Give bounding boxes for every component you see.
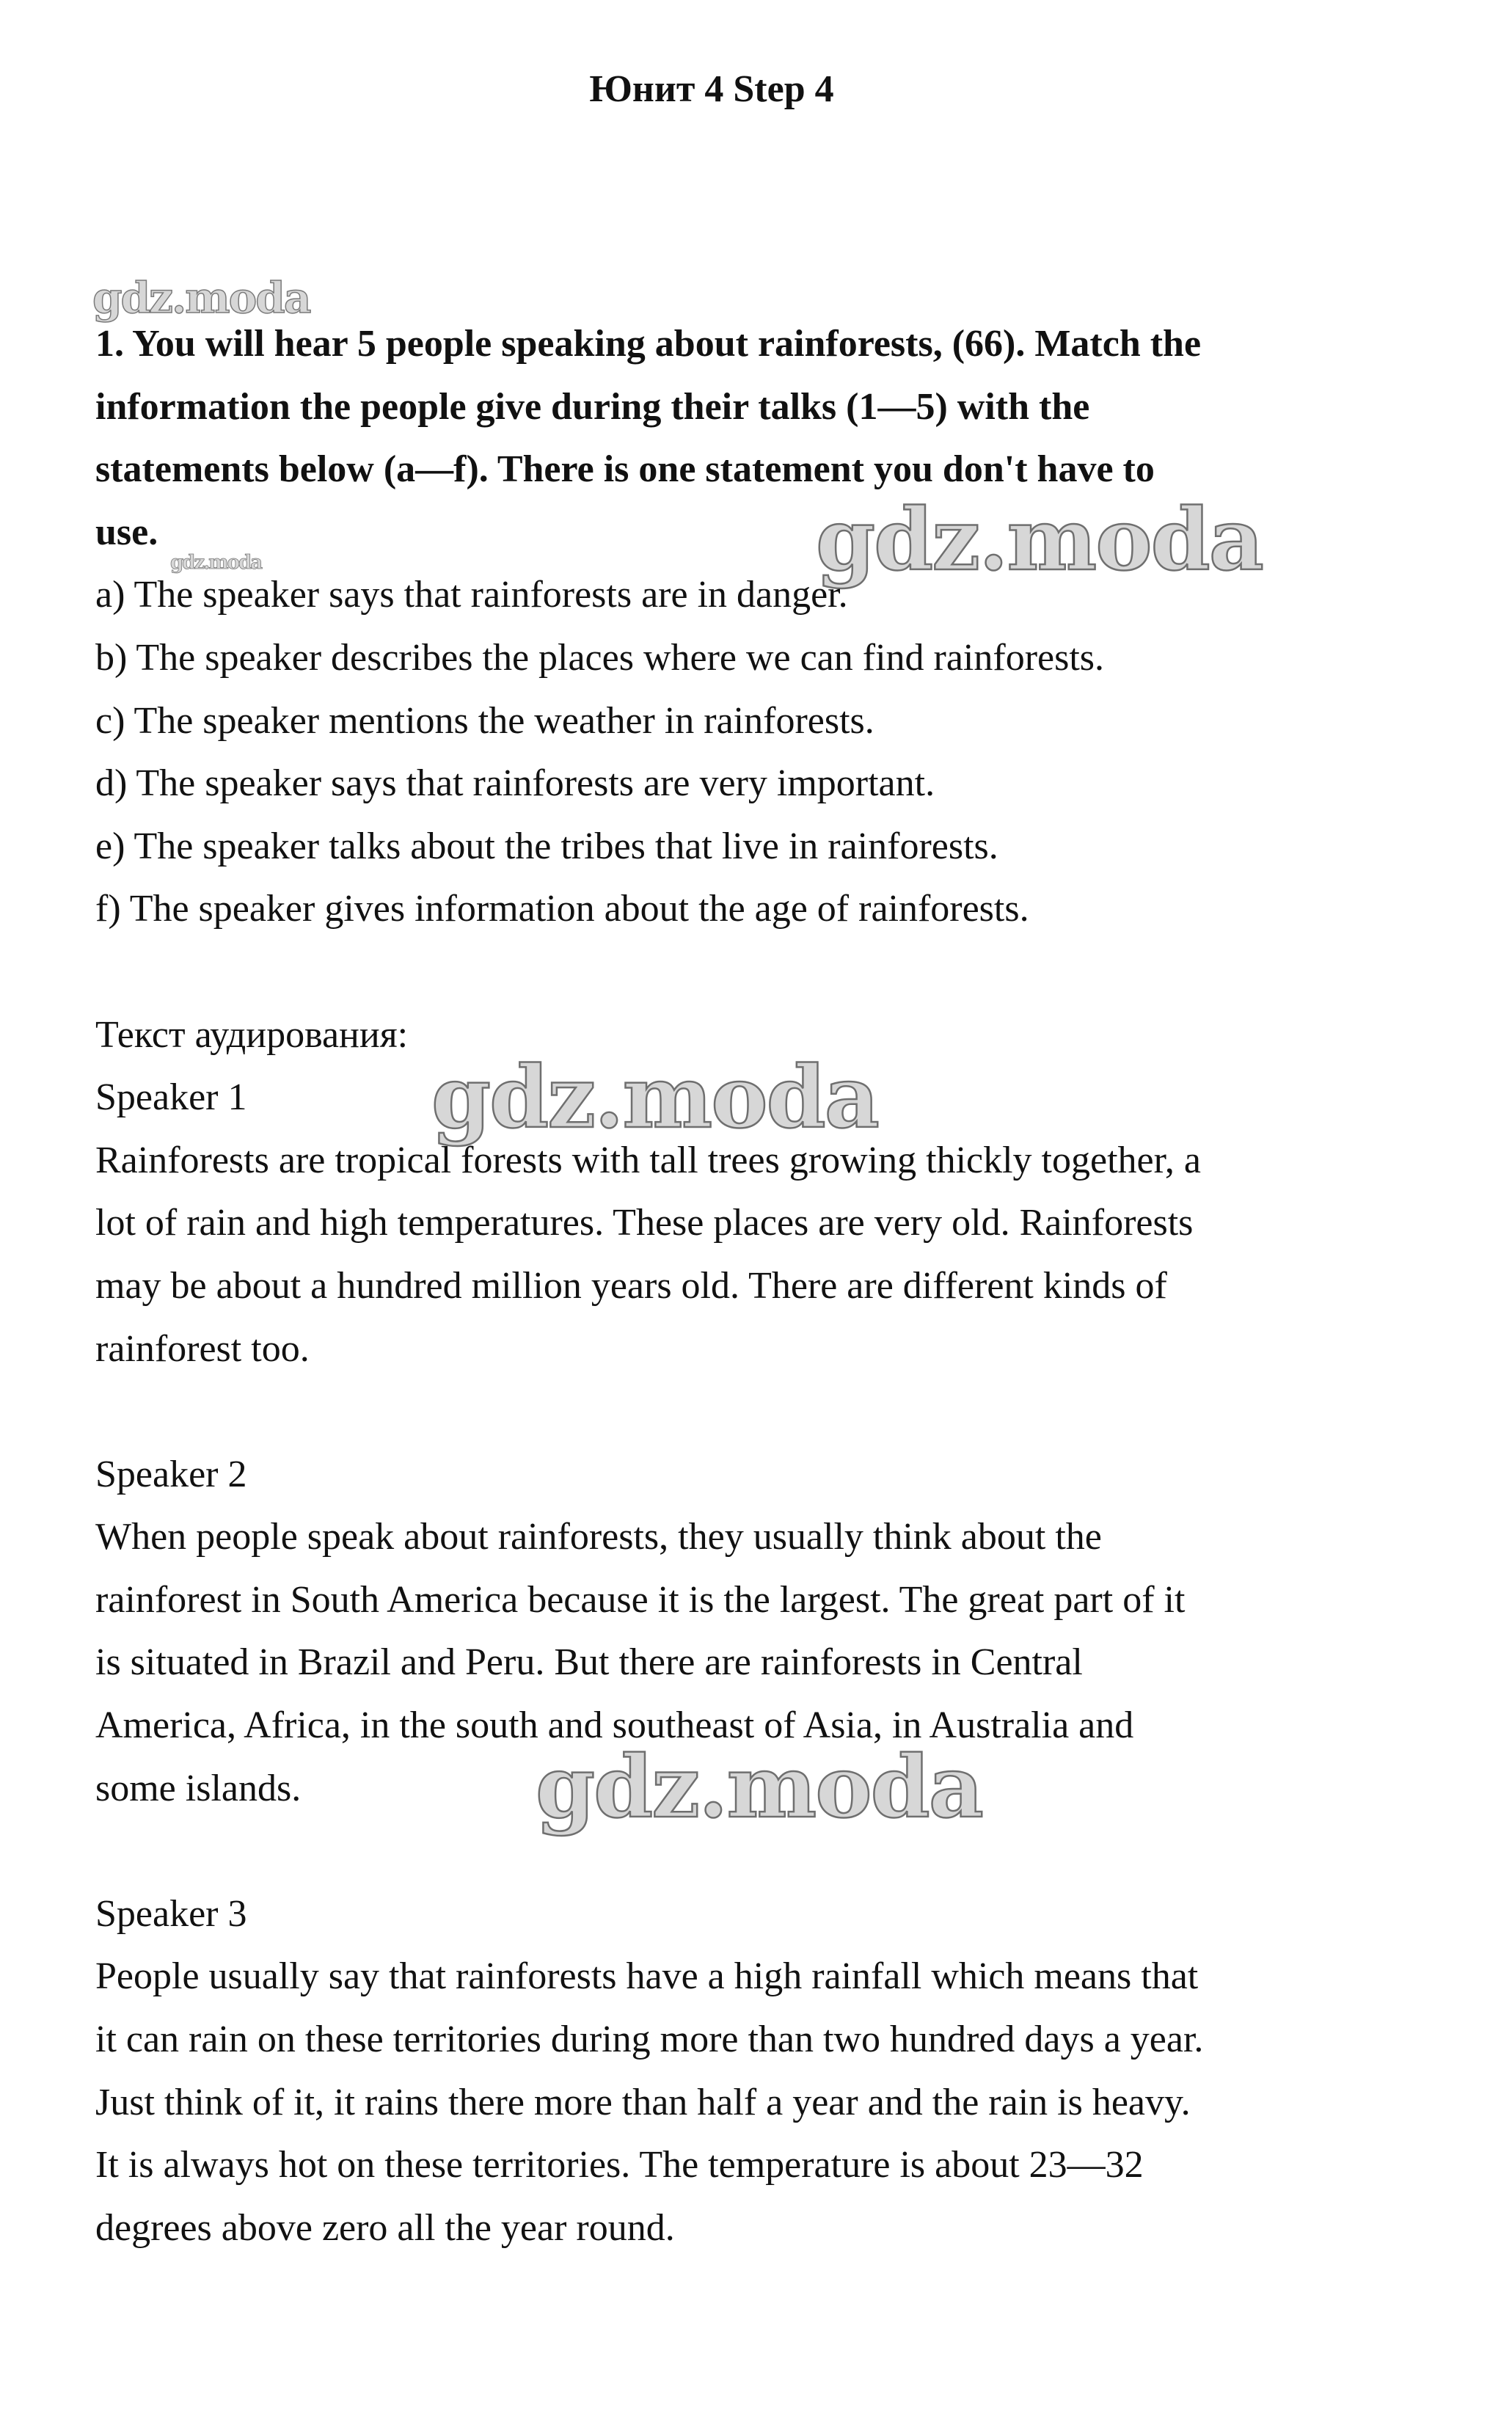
statement-b: b) The speaker describes the places where we can find rainforests. [95,636,1105,679]
speaker-3-section [95,1883,1335,2260]
task-line: information the people give during their talks (1—5) with the [95,385,1090,428]
speaker-label: Speaker 2 [95,1453,247,1495]
document-body [95,313,1335,2259]
statement-d: d) The speaker says that rainforests are very important. [95,762,935,805]
speaker-text-line: some islands. [95,1767,302,1809]
task-line: use. [95,511,158,553]
speaker-label: Speaker 3 [95,1892,247,1935]
speaker-text-line: lot of rain and high temperatures. These places are very old. Rainforests [95,1202,1194,1244]
speaker-text-line: rainforest in South America because it is the largest. The great part of it [95,1578,1186,1621]
speaker-text-line: It is always hot on these territories. The temperature is about 23—32 [95,2144,1144,2186]
spacer [95,941,1335,1004]
task-instruction [95,313,1335,563]
speaker-1-section [95,1066,1335,1380]
spacer [95,1820,1335,1883]
speaker-text-line: Rainforests are tropical forests with tall trees growing thickly together, a [95,1139,1201,1181]
spacer [95,1380,1335,1443]
watermark-tiny: gdz.moda [170,552,262,574]
speaker-text-line: is situated in Brazil and Peru. But there are rainforests in Central [95,1641,1083,1684]
task-line: 1. You will hear 5 people speaking about rainforests, (66). Match the [95,323,1202,365]
page-title: Юнит 4 Step 4 [589,68,834,110]
speaker-text-line: When people speak about rainforests, they usually think about the [95,1516,1102,1558]
statement-e: e) The speaker talks about the tribes that live in rainforests. [95,825,998,867]
watermark-speaker2: gdz.moda [536,1737,982,1837]
speaker-text-line: People usually say that rainforests have a high rainfall which means that [95,1955,1199,1998]
watermark-top-left: gdz.moda [92,273,310,323]
statement-f: f) The speaker gives information about the age of rainforests. [95,888,1029,930]
watermark-task: gdz.moda [816,490,1263,590]
statement-a: a) The speaker says that rainforests are in danger. [95,574,848,616]
speaker-text-line: degrees above zero all the year round. [95,2206,675,2249]
speaker-label: Speaker 1 [95,1076,247,1119]
speaker-text-line: may be about a hundred million years old. There are different kinds of [95,1264,1167,1307]
statement-list [95,563,1335,941]
task-line: statements below (a—f). There is one statement you don't have to [95,448,1155,491]
transcript-heading: Текст аудирования: [95,1013,409,1056]
speaker-text-line: it can rain on these territories during more than two hundred days a year. [95,2018,1204,2061]
speaker-2-section [95,1443,1335,1820]
speaker-text-line: Just think of it, it rains there more than half a year and the rain is heavy. [95,2081,1191,2123]
watermark-speaker1: gdz.moda [431,1048,878,1148]
speaker-text-line: rainforest too. [95,1327,310,1370]
statement-c: c) The speaker mentions the weather in rainforests. [95,699,874,742]
speaker-text-line: America, Africa, in the south and southeast of Asia, in Australia and [95,1704,1134,1747]
